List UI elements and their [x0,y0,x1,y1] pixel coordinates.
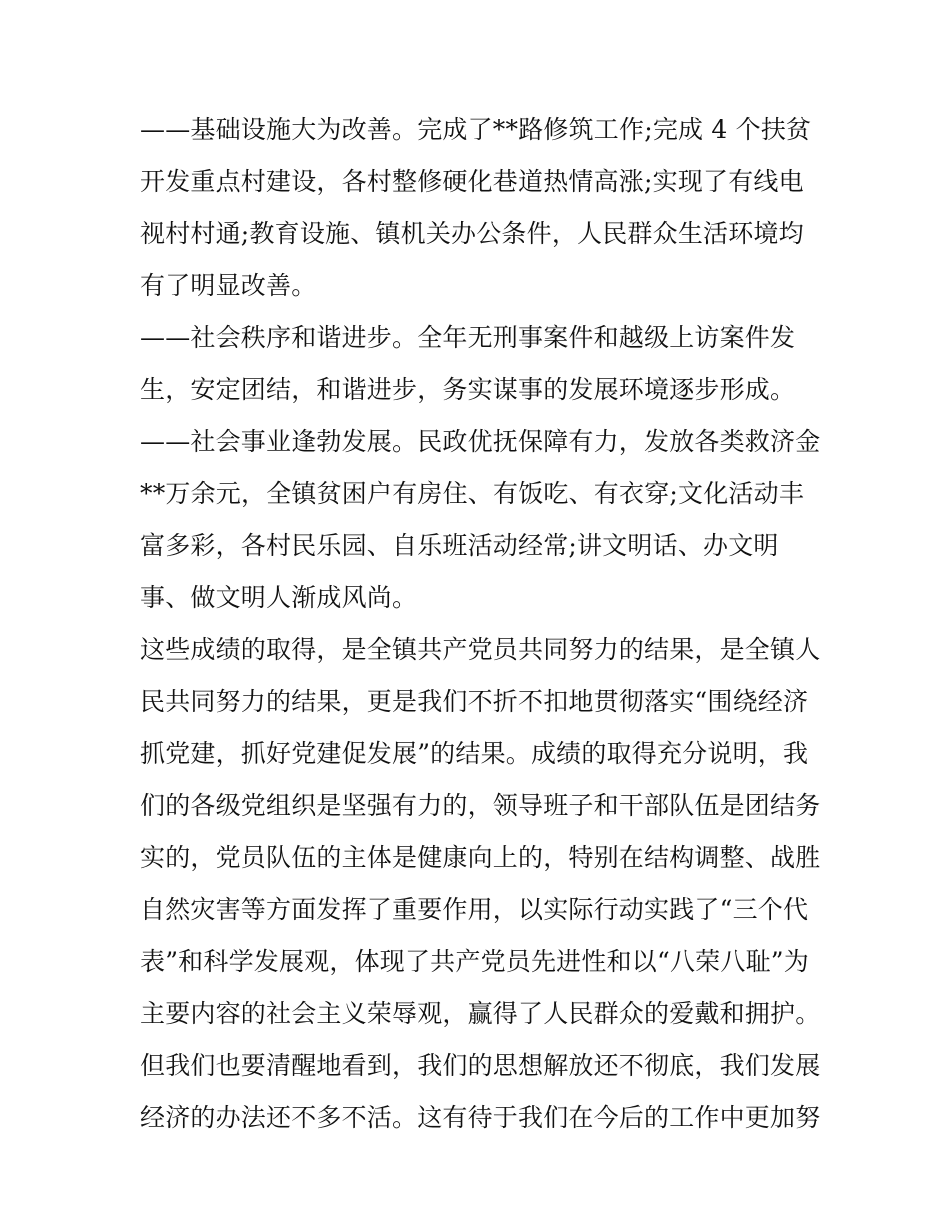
text-line: ——社会秩序和谐进步。全年无刑事案件和越级上访案件发 [140,323,796,352]
text-line: 实的，党员队伍的主体是健康向上的，特别在结构调整、战胜 [140,843,821,872]
text-line: 民共同努力的结果，更是我们不折不扣地贯彻落实“围绕经济 [140,687,809,716]
text-line: ——基础设施大为改善。完成了**路修筑工作;完成 4 个扶贫 [140,115,812,144]
text-line: 生，安定团结，和谐进步，务实谋事的发展环境逐步形成。 [140,375,796,404]
text-line: 但我们也要清醒地看到，我们的思想解放还不彻底，我们发展 [140,1051,821,1080]
text-line: 有了明显改善。 [140,271,317,300]
text-line: 们的各级党组织是坚强有力的，领导班子和干部队伍是团结务 [140,791,821,820]
text-line: 视村村通;教育设施、镇机关办公条件，人民群众生活环境均 [140,219,804,248]
text-line: **万余元，全镇贫困户有房住、有饭吃、有衣穿;文化活动丰 [140,479,805,508]
text-line: 富多彩，各村民乐园、自乐班活动经常;讲文明话、办文明 [140,531,779,560]
text-line: 这些成绩的取得，是全镇共产党员共同努力的结果，是全镇人 [140,635,821,664]
text-line: 主要内容的社会主义荣辱观，赢得了人民群众的爱戴和拥护。 [140,999,821,1028]
text-line: 开发重点村建设，各村整修硬化巷道热情高涨;实现了有线电 [140,167,804,196]
text-line: ——社会事业逢勃发展。民政优抚保障有力，发放各类救济金 [140,427,821,456]
text-line: 经济的办法还不多不活。这有待于我们在今后的工作中更加努 [140,1103,821,1132]
text-line: 表”和科学发展观，体现了共产党员先进性和以“八荣八耻”为 [140,947,809,976]
text-line: 抓党建，抓好党建促发展”的结果。成绩的取得充分说明，我 [140,739,809,768]
text-line: 自然灾害等方面发挥了重要作用，以实际行动实践了“三个代 [140,895,809,924]
text-line: 事、做文明人渐成风尚。 [140,583,418,612]
